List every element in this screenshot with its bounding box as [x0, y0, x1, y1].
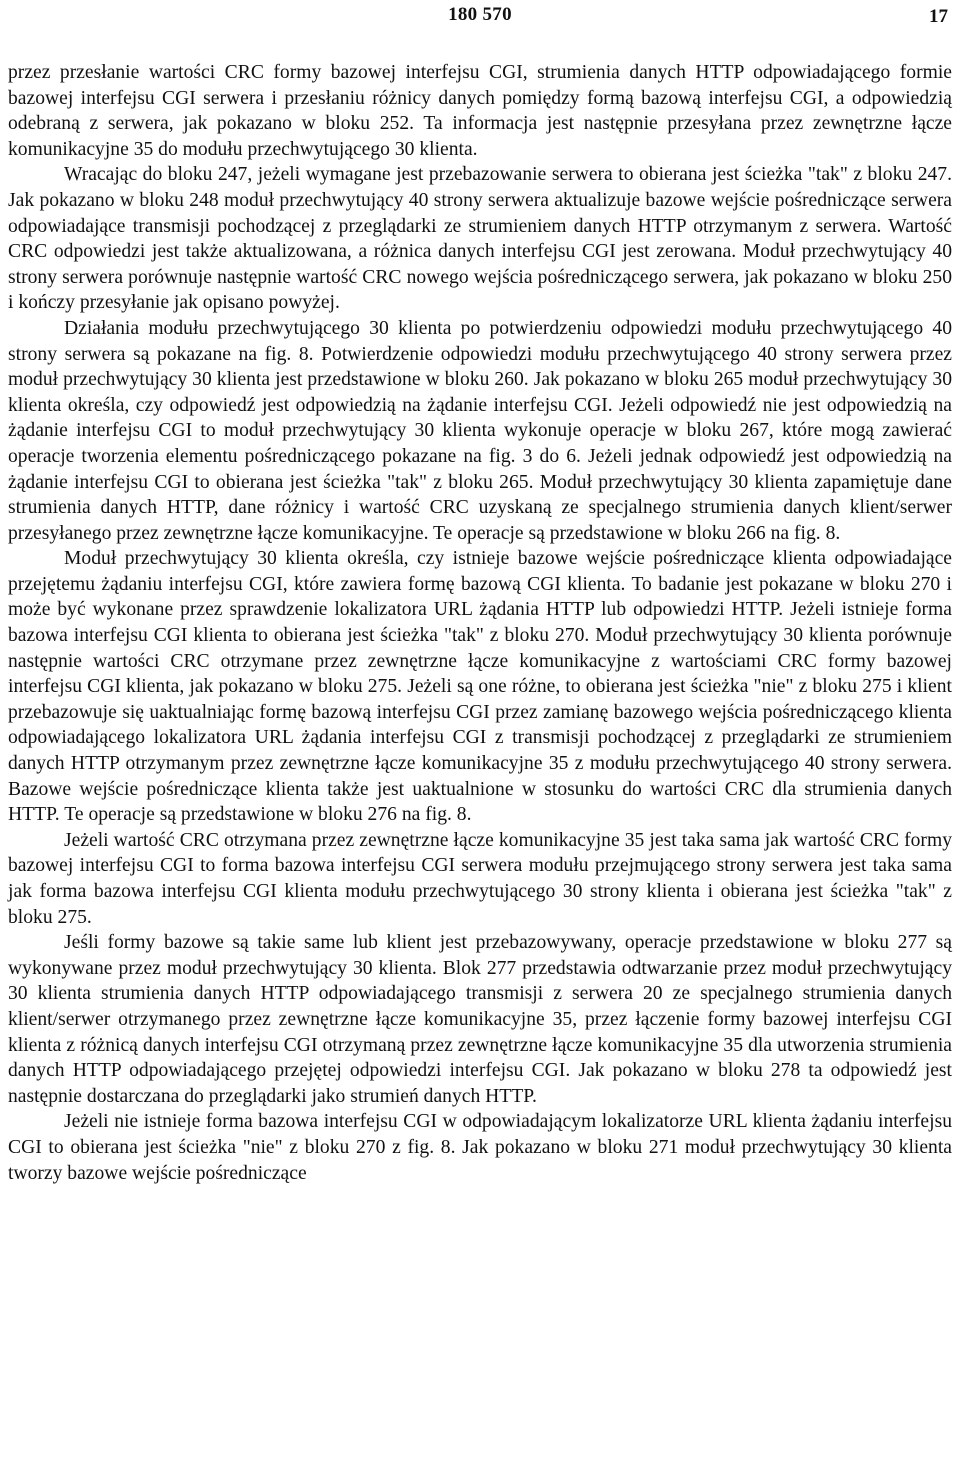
- page-number: 17: [929, 6, 948, 27]
- document-body: [8, 60, 952, 1186]
- document-number: 180 570: [448, 4, 512, 25]
- paragraph: Jeżeli nie istnieje forma bazowa interfejsu CGI w odpowiadającym lokalizatorze URL klienta żądaniu interfejsu CGI to obierana jest ścieżka "nie" z bloku 270 z fig. 8. Jak pokazano w bloku 271 moduł przechwytujący 30 klienta tworzy bazowe wejście pośredniczące: [8, 1111, 952, 1184]
- paragraph: Jeżeli wartość CRC otrzymana przez zewnętrzne łącze komunikacyjne 35 jest taka sama jak wartość CRC formy bazowej interfejsu CGI to forma bazowa interfejsu CGI serwera modułu przejmującego strony serwera jest taka sama jak forma bazowa interfejsu CGI klienta modułu przechwytującego 30 strony klienta i obierana jest ścieżka "tak" z bloku 275.: [8, 829, 952, 928]
- paragraph: Jeśli formy bazowe są takie same lub klient jest przebazowywany, operacje przedstawione w bloku 277 są wykonywane przez moduł przechwytujący 30 klienta. Blok 277 przedstawia odtwarzanie przez moduł przechwytujący 30 klienta strumienia danych HTTP odpowiadającego transmisji z serwera 20 ze specjalnego strumienia danych klient/serwer otrzymanego przez zewnętrzne łącze komunikacyjne 35, przez łączenie formy bazowej interfejsu CGI klienta z różnicą danych interfejsu CGI otrzymaną przez zewnętrzne łącze komunikacyjne 35 dla utworzenia strumienia danych HTTP odpowiadającego przejętej odpowiedzi interfejsu CGI. Jak pokazano w bloku 278 ta odpowiedź jest następnie dostarczana do przeglądarki jako strumień danych HTTP.: [8, 932, 952, 1107]
- paragraph: Moduł przechwytujący 30 klienta określa, czy istnieje bazowe wejście pośredniczące klienta odpowiadające przejętemu żądaniu interfejsu CGI, które zawiera formę bazową CGI klienta. To badanie jest pokazane w bloku 270 i może być wykonane przez sprawdzenie lokalizatora URL żądania HTTP lub odpowiedzi HTTP. Jeżeli istnieje forma bazowa interfejsu CGI klienta to obierana jest ścieżka "tak" z bloku 270. Moduł przechwytujący 30 klienta porównuje następnie wartości CRC otrzymane przez zewnętrzne łącze komunikacyjne z wartościami CRC formy bazowej interfejsu CGI klienta, jak pokazano w bloku 275. Jeżeli są one różne, to obierana jest ścieżka "nie" z bloku 275 i klient przebazowuje się uaktualniając formę bazową interfejsu CGI przez zamianę bazowego wejścia pośredniczącego klienta odpowiadającego lokalizatora URL żądania interfejsu CGI z transmisji pochodzącej z przeglądarki ze strumieniem danych HTTP otrzymanym przez zewnętrzne łącze komunikacyjne 35 z modułu przechwytującego 40 strony serwera. Bazowe wejście pośredniczące klienta także jest uaktualnione w stosunku do wartości CRC dla strumienia danych HTTP. Te operacje są przedstawione w bloku 276 na fig. 8.: [8, 548, 952, 826]
- paragraph: przez przesłanie wartości CRC formy bazowej interfejsu CGI, strumienia danych HTTP odpowiadającego formie bazowej interfejsu CGI serwera i przesłaniu różnicy danych pomiędzy formą bazową interfejsu CGI, a odpowiedzią odebraną z serwera, jak pokazano w bloku 252. Ta informacja jest następnie przesyłana przez zewnętrzne łącze komunikacyjne 35 do modułu przechwytującego 30 klienta.: [8, 62, 952, 160]
- page-header: [0, 4, 960, 34]
- paragraph: Wracając do bloku 247, jeżeli wymagane jest przebazowanie serwera to obierana jest ścieżka "tak" z bloku 247. Jak pokazano w bloku 248 moduł przechwytujący 40 strony serwera aktualizuje bazowe wejście pośredniczące serwera odpowiadające transmisji pochodzącej z przeglądarki ze strumieniem danych HTTP otrzymanym z serwera. Wartość CRC odpowiedzi jest także aktualizowana, a różnica danych interfejsu CGI jest zerowana. Moduł przechwytujący 40 strony serwera porównuje następnie wartość CRC nowego wejścia pośredniczącego serwera, jak pokazano w bloku 250 i kończy przesyłanie jak opisano powyżej.: [8, 164, 952, 314]
- paragraph: Działania modułu przechwytującego 30 klienta po potwierdzeniu odpowiedzi modułu przechwytującego 40 strony serwera są pokazane na fig. 8. Potwierdzenie odpowiedzi modułu przechwytującego 40 strony serwera przez moduł przechwytujący 30 klienta jest przedstawione w bloku 260. Jak pokazano w bloku 265 moduł przechwytujący 30 klienta określa, czy odpowiedź jest odpowiedzią na żądanie interfejsu CGI. Jeżeli odpowiedź nie jest odpowiedzią na żądanie interfejsu CGI to moduł przechwytujący 30 klienta wykonuje operacje w bloku 267, które mogą zawierać operacje tworzenia elementu pośredniczącego pokazane na fig. 3 do 6. Jeżeli jednak odpowiedź jest odpowiedzią na żądanie interfejsu CGI to obierana jest ścieżka "tak" z bloku 265. Moduł przechwytujący 30 klienta zapamiętuje dane strumienia danych HTTP, dane różnicy i wartość CRC uzyskaną ze specjalnego strumienia danych klient/serwer przesyłanego przez zewnętrzne łącze komunikacyjne. Te operacje są przedstawione w bloku 266 na fig. 8.: [8, 317, 952, 544]
